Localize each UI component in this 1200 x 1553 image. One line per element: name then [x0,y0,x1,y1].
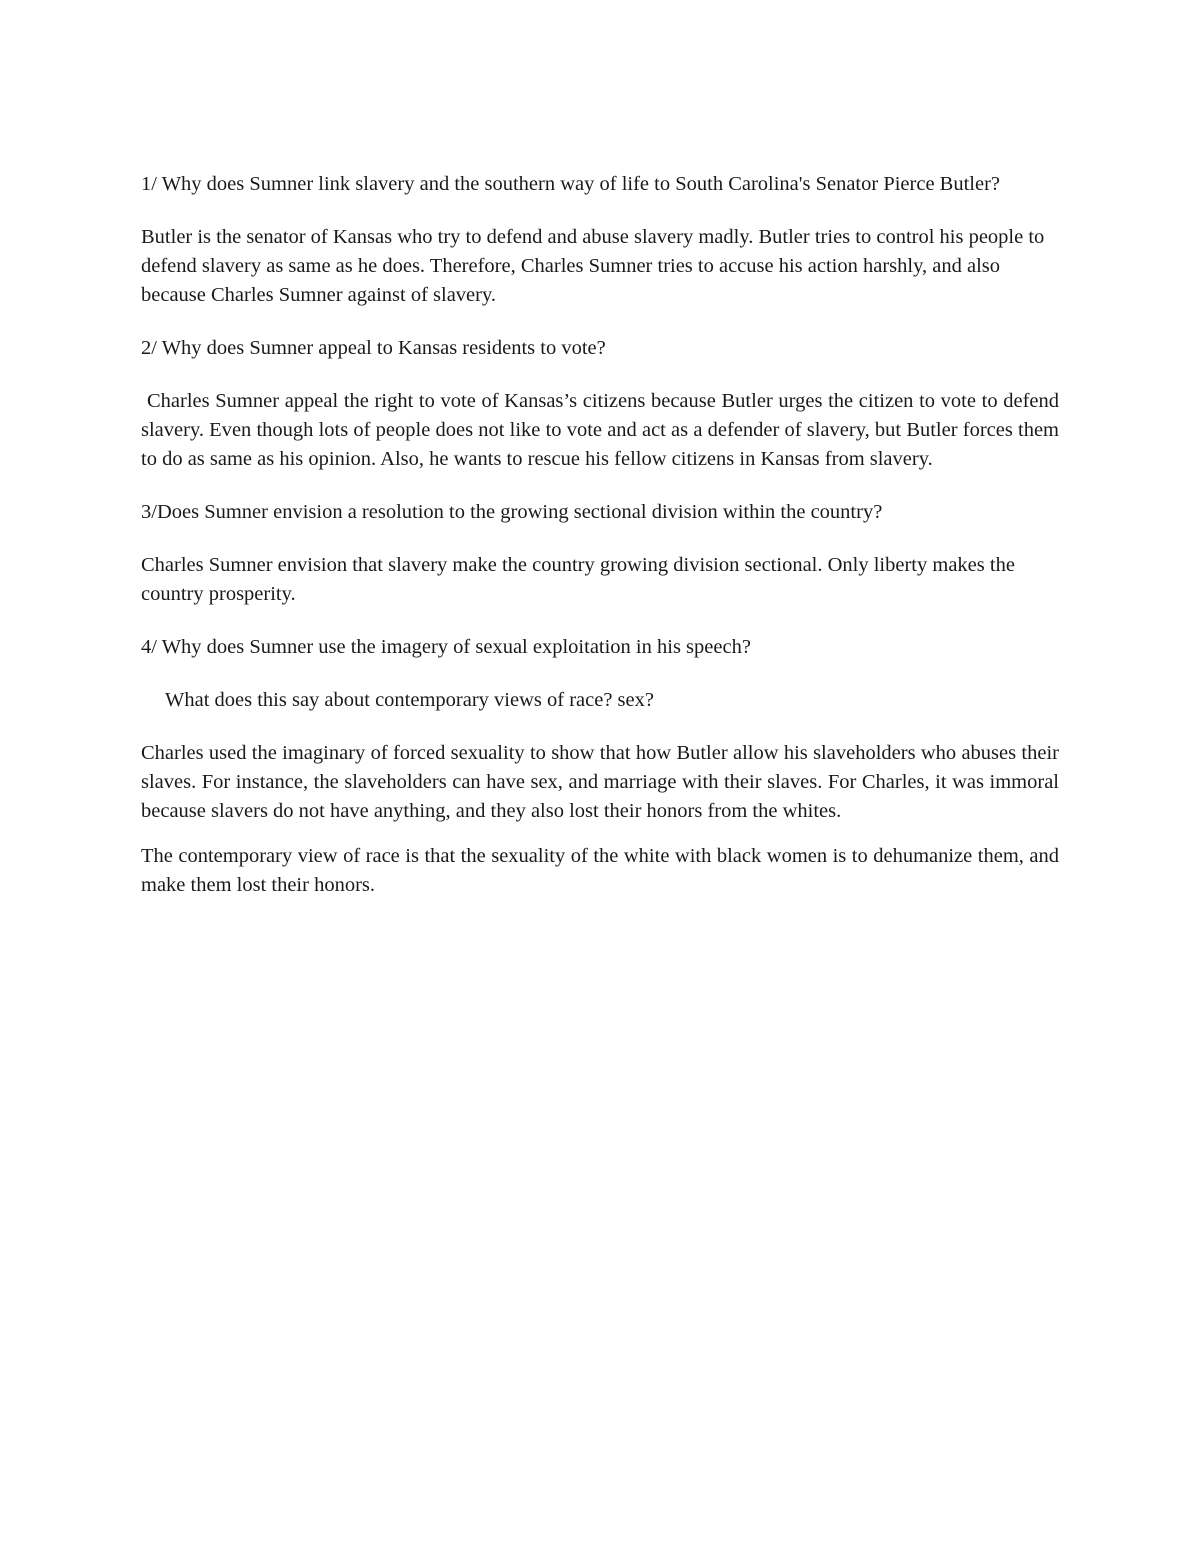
question-3: 3/Does Sumner envision a resolution to the growing sectional division within the country? [141,501,883,523]
question-4: 4/ Why does Sumner use the imagery of sexual exploitation in his speech? [141,636,751,658]
answer-4-part-1: Charles used the imaginary of forced sexuality to show that how Butler allow his slaveholders who abuses their slaves. For instance, the slaveholders can have sex, and marriage with their slaves. For Charles, it was immoral because slavers do not have anything, and they also lost their honors from the whites. [141,742,1059,822]
answer-3: Charles Sumner envision that slavery make the country growing division sectional. Only liberty makes the country prosperity. [141,554,1015,605]
answer-2: Charles Sumner appeal the right to vote of Kansas’s citizens because Butler urges the citizen to vote to defend slavery. Even though lots of people does not like to vote and act as a defender of slavery, but Butler forces them to do as same as his opinion. Also, he wants to rescue his fellow citizens in Kansas from slavery. [141,390,1059,470]
answer-4-part-2: The contemporary view of race is that the sexuality of the white with black women is to dehumanize them, and make them lost their honors. [141,845,1059,896]
answer-1: Butler is the senator of Kansas who try to defend and abuse slavery madly. Butler tries to control his people to defend slavery as same as he does. Therefore, Charles Sumner tries to accuse his action harshly, and also because Charles Sumner against of slavery. [141,226,1045,306]
question-2: 2/ Why does Sumner appeal to Kansas residents to vote? [141,337,606,359]
question-4-followup: What does this say about contemporary views of race? sex? [165,689,654,711]
question-1: 1/ Why does Sumner link slavery and the southern way of life to South Carolina's Senator Pierce Butler? [141,173,1001,195]
document-body [141,170,1059,924]
